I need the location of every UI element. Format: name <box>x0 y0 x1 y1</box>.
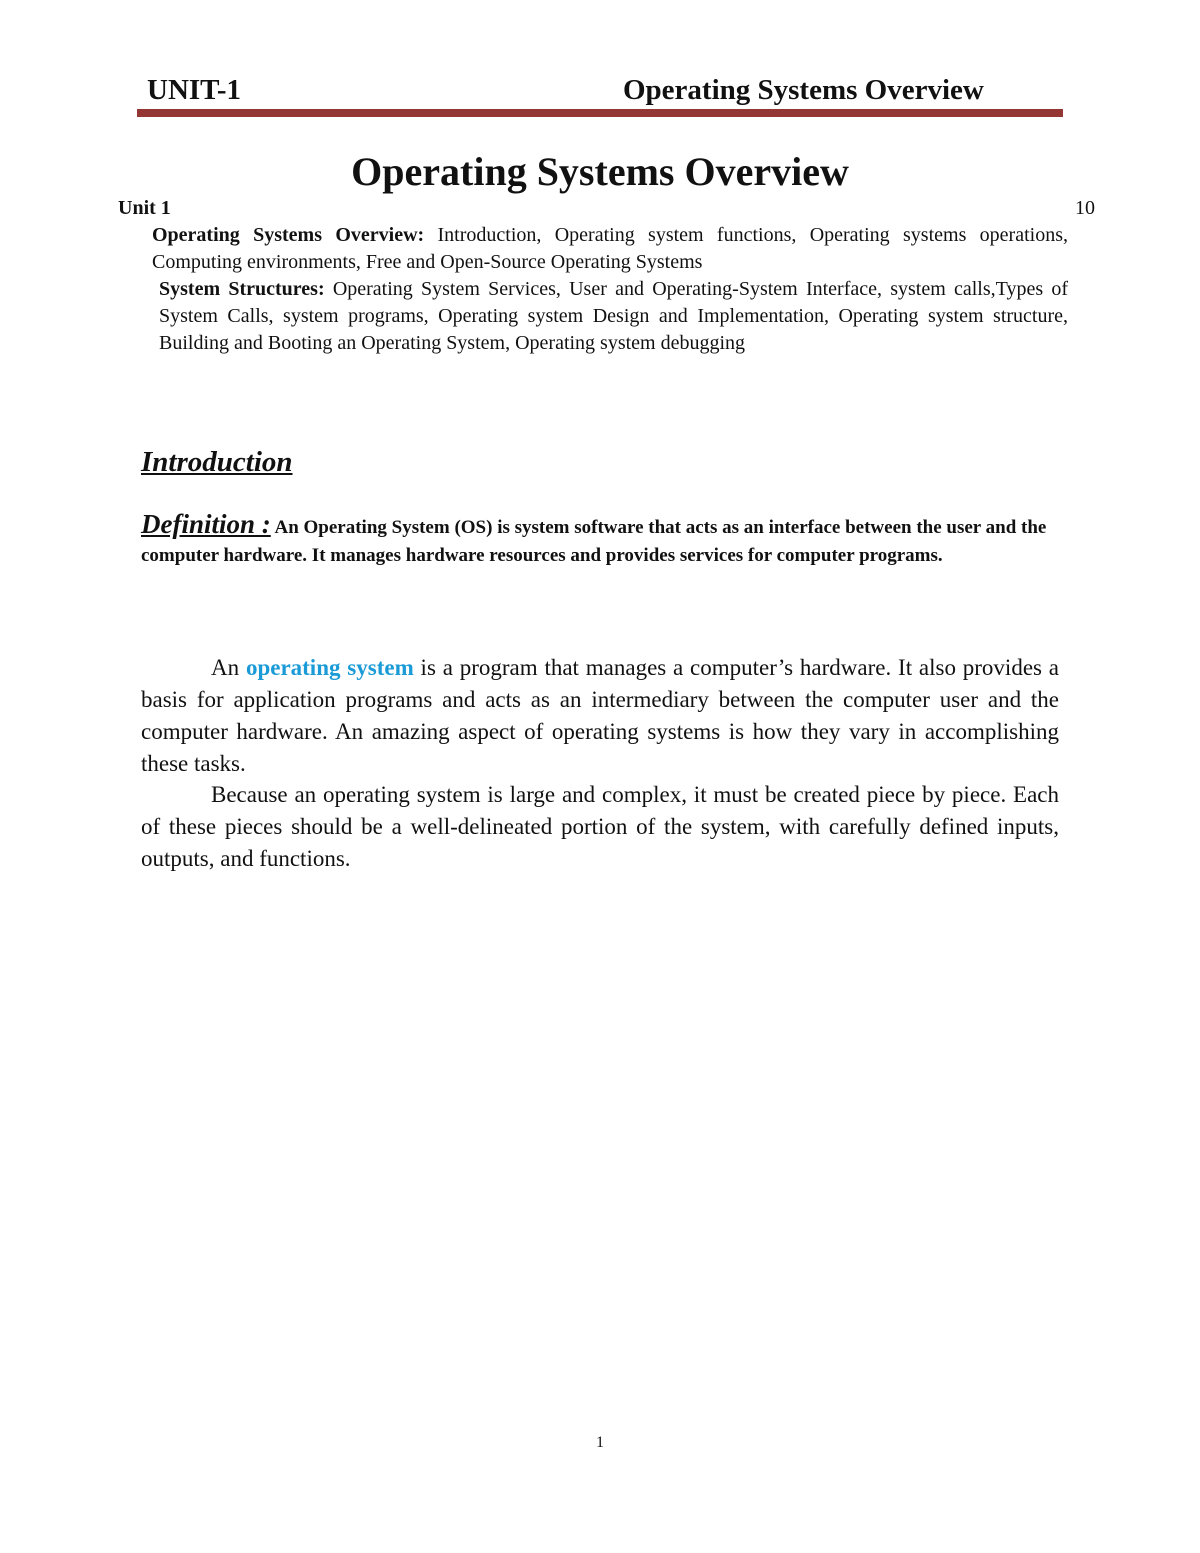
page-number: 1 <box>596 1434 604 1451</box>
header-rule <box>137 109 1063 117</box>
syllabus-structures-heading: System Structures: <box>159 278 325 300</box>
definition-label: Definition : <box>141 509 271 539</box>
syllabus-structures <box>159 276 1068 357</box>
para2-text: Because an operating system is large and complex, it must be created piece by piece. Each of these pieces should be a well-delineated portion of the system, with carefully defined inputs, outputs, and functions. <box>141 782 1059 871</box>
para1-rest: is a program that manages a computer’s hardware. It also provides a basis for application programs and acts as an intermediary between the computer user and the computer hardware. An amazing aspect of operating systems is how they vary in accomplishing these tasks. <box>141 655 1059 776</box>
syllabus-overview-heading: Operating Systems Overview: <box>152 224 425 246</box>
syllabus-structures-text: Operating System Services, User and Operating-System Interface, system calls,Types of System Calls, system programs, Operating system Design and Implementation, Operating system structure, Building and Booting an Operating System, Operating system debugging <box>159 278 1068 354</box>
header-unit: UNIT-1 <box>147 74 242 106</box>
definition-paragraph <box>141 510 1116 570</box>
header-topic: Operating Systems Overview <box>623 74 984 106</box>
definition-text: An Operating System (OS) is system software that acts as an interface between the user and the computer hardware. It manages hardware resources and provides services for computer programs. <box>141 517 1047 566</box>
introduction-heading: Introduction <box>141 446 293 478</box>
para1-start: An <box>211 655 246 680</box>
operating-system-highlight: operating system <box>245 655 414 680</box>
intro-paragraph-2 <box>141 779 1059 875</box>
syllabus-overview-text: Introduction, Operating system functions, Operating systems operations, Computing environments, Free and Open-Source Operating Systems <box>152 224 1068 273</box>
unit-hours: 10 <box>1075 197 1095 219</box>
intro-paragraph-1 <box>141 652 1059 780</box>
unit-label: Unit 1 <box>118 197 171 219</box>
syllabus-overview <box>152 222 1068 276</box>
page-title: Operating Systems Overview <box>351 149 849 194</box>
